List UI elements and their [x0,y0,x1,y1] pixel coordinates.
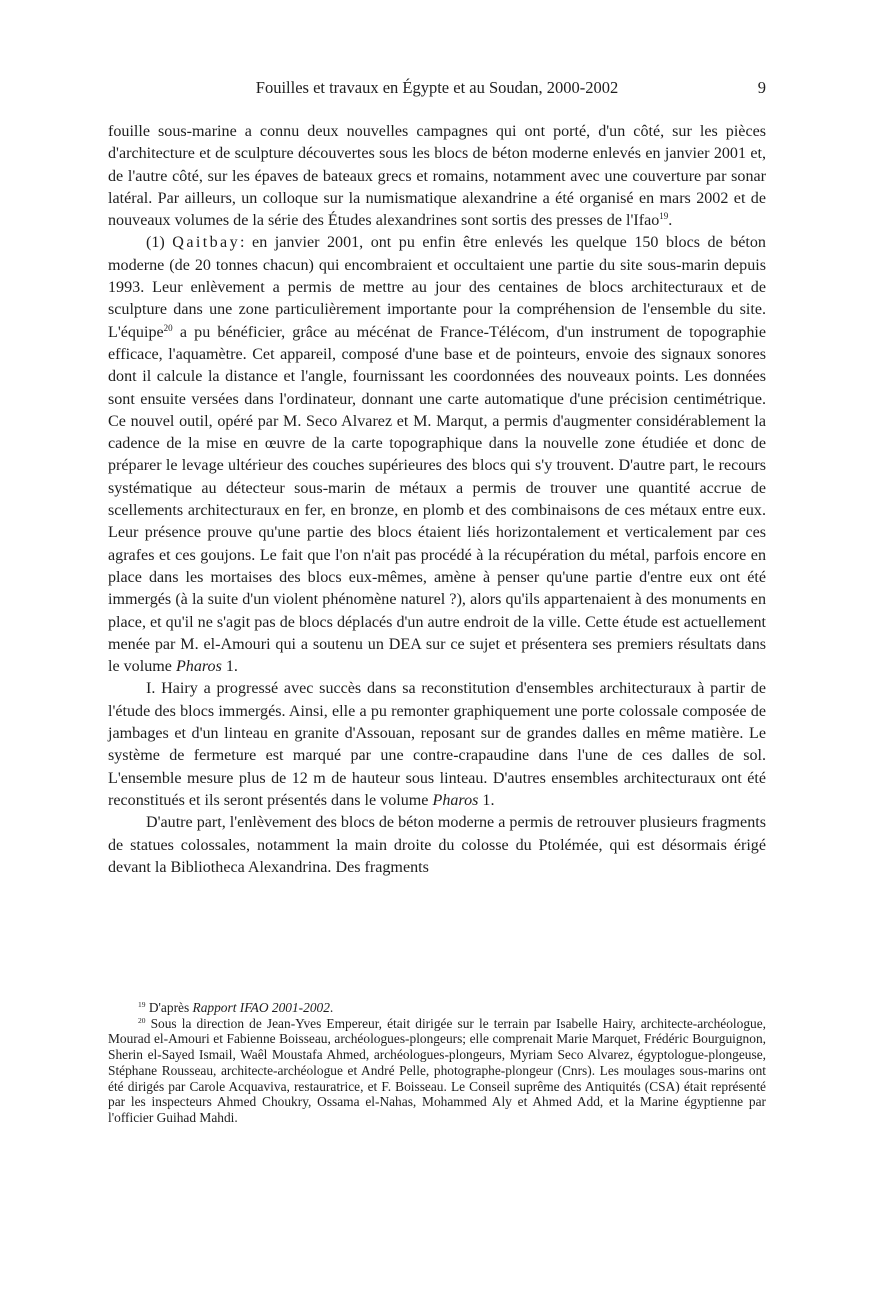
footnotes [108,1000,766,1126]
paragraph-2 [108,232,766,678]
paragraph-2-text-a: : en janvier 2001, ont pu enfin être enlevés les quelque 150 blocs de béton moderne (de 20 tonnes chacun) qui encombraient et occultaient une partie du site sous-marin depuis 1993. Leur enlèvement a permis de mettre au jour des centaines de blocs architecturaux et de sculpture dans une zone particulièrement importante pour la compréhension de l'ensemble du site. L'équipe [108,234,766,341]
footnote-number: 19 [138,1000,146,1009]
running-header [108,78,766,102]
publication-title: Pharos [432,791,479,809]
paragraph-1-text: fouille sous-marine a connu deux nouvelles campagnes qui ont porté, d'un côté, sur les pièces d'architecture et de sculpture découvertes sous les blocs de béton moderne enlevés en janvier 2001 et, de l'autre côté, sur les épaves de bateaux grecs et romains, notamment avec une couverture par sonar latéral. Par ailleurs, un colloque sur la numismatique alexandrine a été organisé en mars 2002 et de nouveaux volumes de la série des Études alexandrines sont sortis des presses de l'Ifao [108,123,766,230]
publication-title: Pharos [175,658,222,676]
running-title: Fouilles et travaux en Égypte et au Soudan, 2000-2002 [255,78,619,97]
paragraph-1 [108,121,766,232]
footnote-19 [108,1000,766,1016]
paragraph-3-end: 1. [478,791,495,809]
footnote-number: 20 [138,1015,146,1025]
paragraph-4 [108,812,766,879]
main-text [108,121,766,879]
paragraph-1-end: . [668,212,673,230]
section-site-name: Qaitbay [172,234,241,252]
page-number: 9 [757,78,766,97]
footnote-19-end: . [329,1000,334,1015]
footnote-20 [108,1016,766,1126]
footnote-20-text: Sous la direction de Jean-Yves Empereur, était dirigée sur le terrain par Isabelle Hairy, architecte-archéologue, Mourad el-Amouri et Fabienne Boisseau, archéologues-plongeurs; elle comprenait Marie Marquet, Frédéric Bourguignon, Sherin el-Sayed Ismail, Waêl Moustafa Ahmed, archéologues-plongeurs, Myriam Seco Alvarez, égyptologue-plongeuse, Stéphane Rousseau, architecte-archéologue et André Pelle, photographe-plongeur (Cnrs). Les moulages sous-marins ont été dirigés par Carole Acquaviva, restauratrice, et F. Boisseau. Le Conseil suprême des Antiquités (CSA) était représenté par les inspecteurs Ahmed Choukry, Ossama el-Nahas, Mohammed Aly et Ahmed Add, et la Marine égyptienne par l'officier Guihad Mahdi. [108,1015,766,1125]
footnote-19-title: Rapport IFAO 2001-2002 [192,1000,330,1015]
paragraph-4-text: D'autre part, l'enlèvement des blocs de béton moderne a permis de retrouver plusieurs fragments de statues colossales, notamment la main droite du colosse du Ptolémée, qui est désormais érigé devant la Bibliotheca Alexandrina. Des fragments [108,814,766,876]
section-number: (1) [146,234,165,252]
paragraph-3 [108,678,766,812]
paragraph-3-text: I. Hairy a progressé avec succès dans sa reconstitution d'ensembles architecturaux à partir de l'étude des blocs immergés. Ainsi, elle a pu remonter graphiquement une porte colossale composée de jambages et d'un linteau en granite d'Assouan, reposant sur de grandes dalles en même matière. Le système de fermeture est marqué par une contre-crapaudine dans l'une de ces dalles de sol. L'ensemble mesure plus de 12 m de hauteur sous linteau. D'autres ensembles architecturaux ont été reconstitués et ils seront présentés dans le volume [108,680,766,809]
paragraph-2-end: 1. [221,658,238,676]
footnote-19-text: D'après [145,1000,193,1015]
footnote-ref-20[interactable]: 20 [163,322,173,333]
footnote-ref-19[interactable]: 19 [659,211,669,222]
paragraph-2-text-b: a pu bénéficier, grâce au mécénat de France-Télécom, d'un instrument de topographie efficace, l'aquamètre. Cet appareil, composé d'une base et de pointeurs, envoie des signaux sonores dont il calcule la distance et l'angle, fournissant les coordonnées des nouveaux points. Les données sont ensuite versées dans l'ordinateur, donnant une carte automatique d'une précision centimétrique. Ce nouvel outil, opéré par M. Seco Alvarez et M. Marqut, a permis d'augmenter considérablement la cadence de la mise en œuvre de la carte topographique dans la nouvelle zone étudiée et donc de préparer le levage ultérieur des couches supérieures des blocs qui s'y trouvent. D'autre part, le recours systématique au détecteur sous-marin de métaux a permis de trouver une quantité accrue de scellements architecturaux en fer, en bronze, en plomb et des combinaisons de ces métaux entre eux. Leur présence prouve qu'une partie des blocs étaient liés horizontalement et verticalement par ces agrafes et ces goujons. Le fait que l'on n'ait pas procédé à la récupération du métal, parfois encore en place dans les mortaises des blocs eux-mêmes, amène à penser qu'une partie d'entre eux ont été immergés (à la suite d'un violent phénomène naturel ?), alors qu'ils appartenaient à des monuments en place, et qu'il ne s'agit pas de blocs déplacés d'un autre endroit de la ville. Cette étude est actuellement menée par M. el-Amouri qui a soutenu un DEA sur ce sujet et présentera ses premiers résultats dans le volume [108,323,766,676]
